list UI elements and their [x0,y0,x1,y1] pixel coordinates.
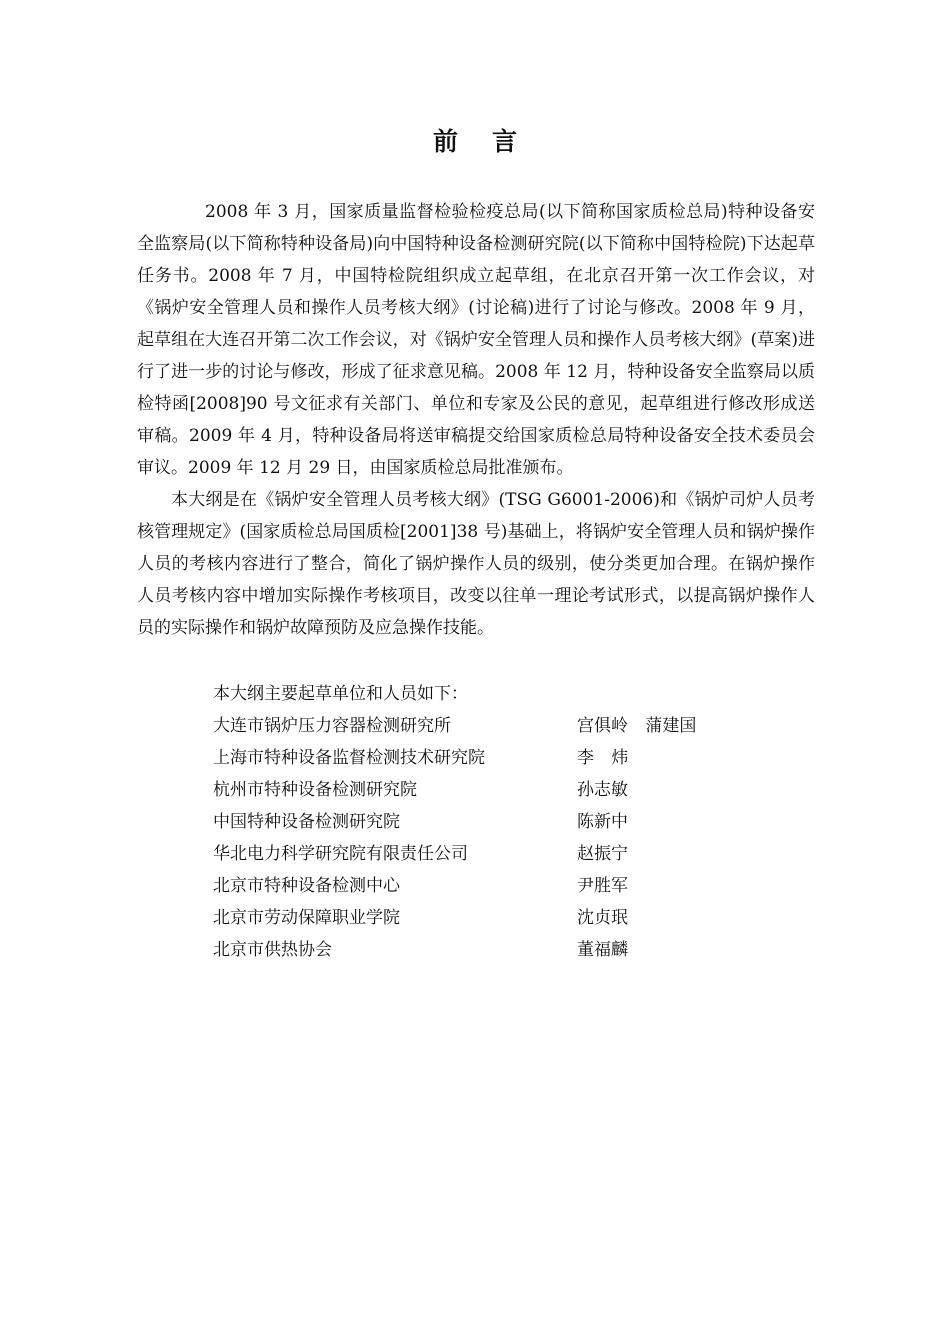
body-text [137,196,815,644]
unit-row [213,774,696,806]
unit-row [213,870,696,902]
page-title-char-2: 言 [492,127,518,156]
unit-name: 华北电力科学研究院有限责任公司 [213,844,468,864]
unit-people: 董福麟 [577,940,628,960]
page-title [0,122,950,158]
drafting-units [213,678,696,966]
units-intro: 本大纲主要起草单位和人员如下： [213,684,468,704]
unit-people: 赵振宁 [577,844,628,864]
unit-row [213,742,696,774]
unit-people: 尹胜军 [577,876,628,896]
unit-people: 孙志敏 [577,780,628,800]
unit-people: 陈新中 [577,812,628,832]
unit-name: 北京市供热协会 [213,940,332,960]
unit-name: 中国特种设备检测研究院 [213,812,400,832]
paragraph-scope: 本大纲是在《锅炉安全管理人员考核大纲》(TSG G6001-2006)和《锅炉司炉人员考核管理规定》(国家质检总局国质检[2001]38 号)基础上，将锅炉安全管理人员和锅炉操作人员的考核内容进行了整合，简化了锅炉操作人员的级别，使分类更加合理。在锅炉操作人员考核内容中增加实际操作考核项目，改变以往单一理论考试形式，以提高锅炉操作人员的实际操作和锅炉故障预防及应急操作技能。 [137,490,815,638]
unit-name: 杭州市特种设备检测研究院 [213,780,417,800]
unit-name: 北京市特种设备检测中心 [213,876,400,896]
unit-name: 上海市特种设备监督检测技术研究院 [213,748,485,768]
unit-row [213,710,696,742]
unit-row [213,902,696,934]
page-title-char-1: 前 [432,127,458,156]
unit-people: 宫俱岭 蒲建国 [577,716,697,736]
unit-people: 沈贞珉 [577,908,628,928]
unit-row [213,934,696,966]
unit-people: 李 炜 [577,748,629,768]
unit-row [213,806,696,838]
unit-row [213,838,696,870]
paragraph-history: 2008 年 3 月，国家质量监督检验检疫总局(以下简称国家质检总局)特种设备安全监察局(以下简称特种设备局)向中国特种设备检测研究院(以下简称中国特检院)下达起草任务书。2008 年 7 月，中国特检院组织成立起草组，在北京召开第一次工作会议，对《锅炉安全管理人员和操作人员考核大纲》(讨论稿)进行了讨论与修改。2008 年 9 月，起草组在大连召开第二次工作会议，对《锅炉安全管理人员和操作人员考核大纲》(草案)进行了进一步的讨论与修改，形成了征求意见稿。2008 年 12 月，特种设备安全监察局以质检特函[2008]90 号文征求有关部门、单位和专家及公民的意见，起草组进行修改形成送审稿。2009 年 4 月，特种设备局将送审稿提交给国家质检总局特种设备安全技术委员会审议。2009 年 12 月 29 日，由国家质检总局批准颁布。 [137,202,815,478]
unit-name: 北京市劳动保障职业学院 [213,908,400,928]
unit-name: 大连市锅炉压力容器检测研究所 [213,716,451,736]
